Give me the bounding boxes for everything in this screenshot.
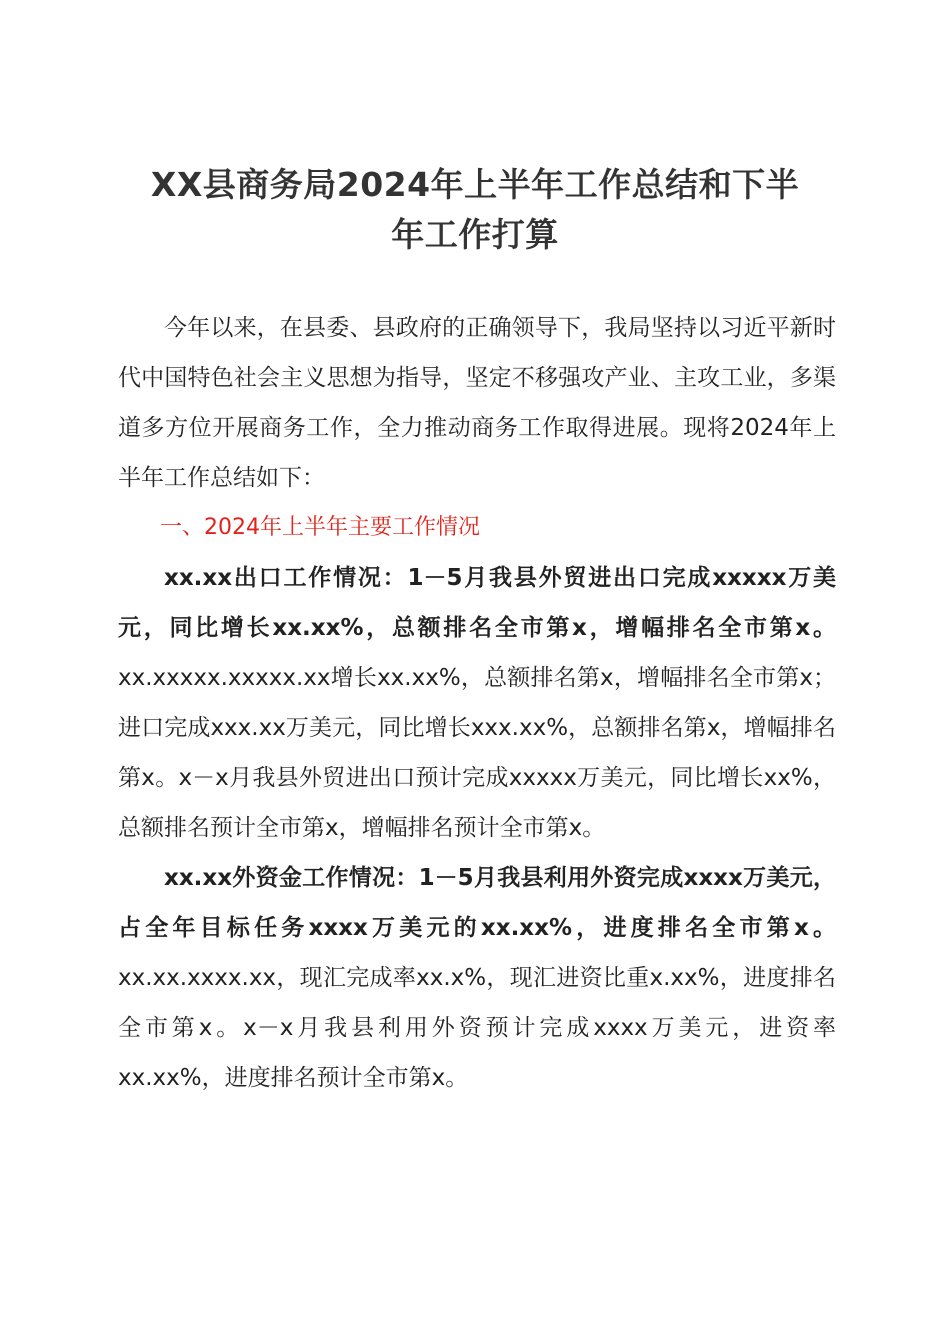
paragraph-export-text: xx.xxxxx.xxxxx.xx增长xx.xx%，总额排名第x，增幅排名全市第x；进口完成xxx.xx万美元，同比增长xxx.xx%，总额排名第x，增幅排名第x。x－x月我县外贸进出口预计完成xxxxx万美元，同比增长xx%，总额排名预计全市第x，增幅排名预计全市第x。 — [118, 665, 836, 841]
document-body — [118, 303, 836, 1103]
paragraph-export — [118, 553, 836, 853]
document-title — [110, 160, 840, 260]
title-line-2: 年工作打算 — [391, 215, 559, 254]
paragraph-export-lead: xx.xx出口工作情况：1－5月我县外贸进出口完成xxxxx万美元，同比增长xx.xx%，总额排名全市第x，增幅排名全市第x。 — [118, 565, 836, 641]
title-line-1: XX县商务局2024年上半年工作总结和下半 — [150, 165, 800, 204]
intro-paragraph: 今年以来，在县委、县政府的正确领导下，我局坚持以习近平新时代中国特色社会主义思想为指导，坚定不移强攻产业、主攻工业，多渠道多方位开展商务工作，全力推动商务工作取得进展。现将2024年上半年工作总结如下： — [118, 315, 836, 491]
section-heading-1: 一、2024年上半年主要工作情况 — [160, 515, 480, 540]
paragraph-foreign-capital — [118, 853, 836, 1103]
paragraph-foreign-capital-text: xx.xx.xxxx.xx，现汇完成率xx.x%，现汇进资比重x.xx%，进度排名全市第x。x－x月我县利用外资预计完成xxxx万美元，进资率xx.xx%，进度排名预计全市第x。 — [118, 965, 836, 1091]
paragraph-foreign-capital-lead: xx.xx外资金工作情况：1－5月我县利用外资完成xxxx万美元，占全年目标任务xxxx万美元的xx.xx%，进度排名全市第x。 — [118, 865, 836, 941]
